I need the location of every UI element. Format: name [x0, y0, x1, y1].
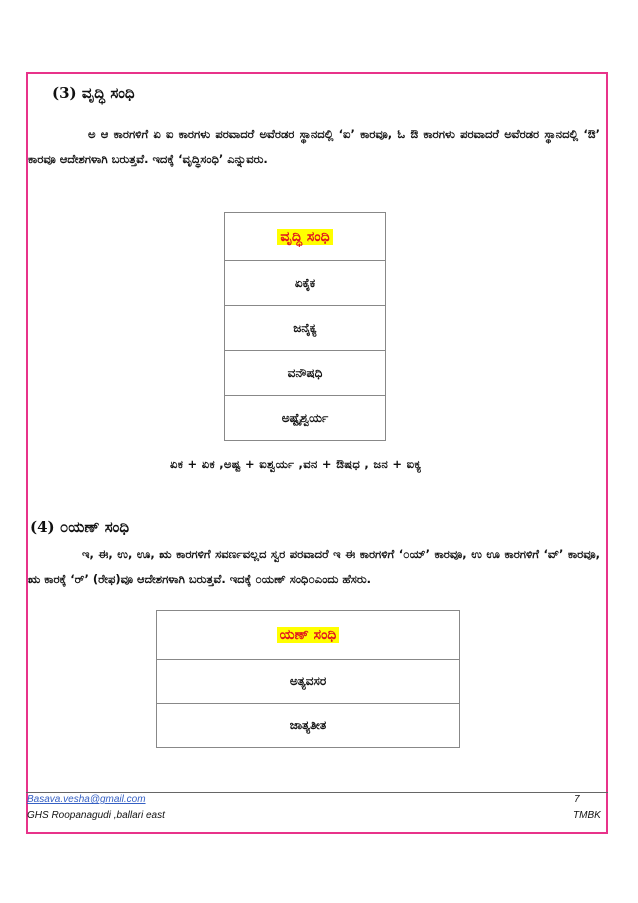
vriddhi-sandhi-table	[224, 212, 386, 441]
footer-school: GHS Roopanagudi ,ballari east	[27, 810, 165, 821]
section-4-paragraph: ಇ, ಈ, ಉ, ಊ, ಋ ಕಾರಗಳಿಗೆ ಸವರ್ಣವಲ್ಲದ ಸ್ವರ ಪರವಾದರೆ ಇ ಈ ಕಾರಗಳಿಗೆ ‘೦ಯ್’ ಕಾರವೂ, ಉ ಊ ಕಾರಗಳಿಗೆ ‘ವ್’ ಕಾರವೂ, ಋ ಕಾರಕ್ಕೆ ‘ರ್’ (ರೇಫ)ವೂ ಆದೇಶಗಳಾಗಿ ಬರುತ್ತವೆ. ಇದಕ್ಕೆ ೦ಯಣ್ ಸಂಧಿ೦ಎಂದು ಹೆಸರು.	[28, 547, 600, 586]
page-number: 7	[574, 794, 580, 805]
footer-divider	[26, 792, 608, 793]
section-3-paragraph: ಅ ಆ ಕಾರಗಳಿಗೆ ಏ ಐ ಕಾರಗಳು ಪರವಾದರೆ ಅವೆರಡರ ಸ್ಥಾನದಲ್ಲಿ ‘ಐ’ ಕಾರವೂ, ಓ ಔ ಕಾರಗಳು ಪರವಾದರೆ ಅವೆರಡರ ಸ್ಥಾನದಲ್ಲಿ ‘ಔ’ ಕಾರವೂ ಆದೇಶಗಳಾಗಿ ಬರುತ್ತವೆ. ಇದಕ್ಕೆ ‘ವೃದ್ಧಿಸಂಧಿ’ ಎನ್ನುವರು.	[28, 127, 600, 166]
example-line: ಏಕ + ಏಕ ,ಅಷ್ಟ + ಐಶ್ವರ್ಯ ,ವನ + ಔಷಧ , ಜನ + ಐಕ್ಯ	[170, 457, 422, 471]
section-4-heading: (4) ೦ಯಣ್ ಸಂಧಿ	[30, 518, 130, 536]
footer-email-link[interactable]: Basava.vesha@gmail.com	[27, 794, 146, 805]
table-cell: ವನೌಷಧಿ	[225, 351, 386, 396]
table-cell: ಜಾತ್ಯತೀತ	[157, 704, 460, 748]
table-cell: ಜನೈಕ್ಯ	[225, 306, 386, 351]
yan-sandhi-table	[156, 610, 460, 748]
table-cell: ಅಷ್ಟೈಶ್ವರ್ಯ	[225, 396, 386, 441]
section-3-heading: (3) ವೃದ್ಧಿ ಸಂಧಿ	[52, 84, 135, 102]
table-cell: ಅತ್ಯವಸರ	[157, 660, 460, 704]
table-header: ಯಣ್ ಸಂಧಿ	[277, 627, 340, 643]
table-header: ವೃದ್ಧಿ ಸಂಧಿ	[277, 229, 332, 245]
footer-code: TMBK	[573, 810, 601, 821]
table-cell: ಏಕೈಕ	[225, 261, 386, 306]
